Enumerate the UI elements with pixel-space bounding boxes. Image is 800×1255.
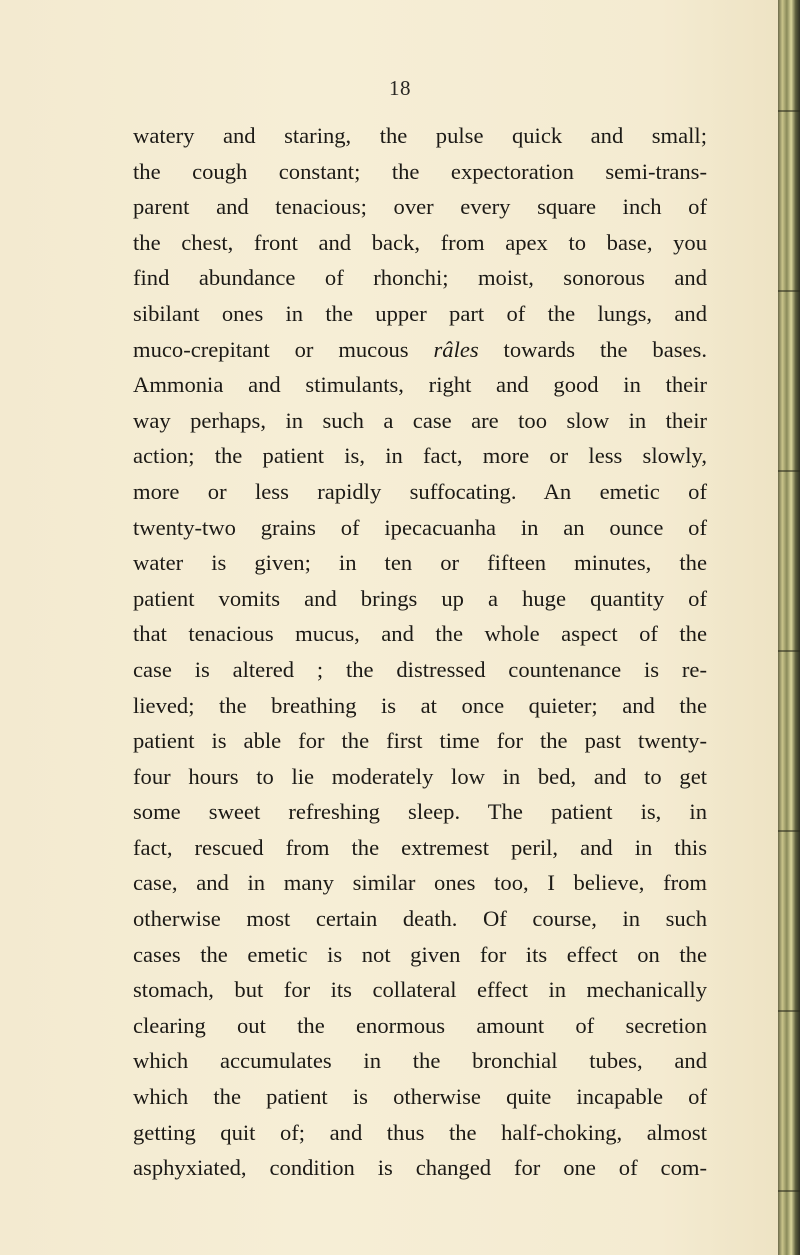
text-line: case is altered ; the distressed countenance is re- xyxy=(133,656,707,682)
text-line: that tenacious mucus, and the whole aspect of the xyxy=(133,621,707,647)
text-line: find abundance of rhonchi; moist, sonorous and xyxy=(133,265,707,291)
body-text xyxy=(133,118,707,1186)
spine-stripe xyxy=(778,290,800,292)
page-number: 18 xyxy=(389,76,411,100)
text-line: four hours to lie moderately low in bed, and to get xyxy=(133,763,707,789)
spine-stripe xyxy=(778,470,800,472)
text-line: clearing out the enormous amount of secretion xyxy=(133,1012,707,1038)
text-segment: muco-crepitant or mucous xyxy=(133,336,434,362)
text-line: Ammonia and stimulants, right and good in their xyxy=(133,372,707,398)
text-line: patient vomits and brings up a huge quantity of xyxy=(133,585,707,611)
text-segment: towards the bases. xyxy=(478,336,708,362)
spine-stripe xyxy=(778,110,800,112)
text-line: lieved; the breathing is at once quieter; and the xyxy=(133,692,707,718)
text-line: case, and in many similar ones too, I believe, from xyxy=(133,870,707,896)
text-line: sibilant ones in the upper part of the lungs, and xyxy=(133,300,707,326)
text-line: which the patient is otherwise quite incapable of xyxy=(133,1084,707,1110)
spine-stripe xyxy=(778,1010,800,1012)
spine-stripe xyxy=(778,1190,800,1192)
text-line: way perhaps, in such a case are too slow in their xyxy=(133,407,707,433)
text-line: the chest, front and back, from apex to base, you xyxy=(133,229,707,255)
spine-stripe xyxy=(778,830,800,832)
text-line: which accumulates in the bronchial tubes, and xyxy=(133,1048,707,1074)
text-line: asphyxiated, condition is changed for one of com- xyxy=(133,1155,707,1181)
text-line: twenty-two grains of ipecacuanha in an ounce of xyxy=(133,514,707,540)
text-line: fact, rescued from the extremest peril, and in this xyxy=(133,834,707,860)
text-line: parent and tenacious; over every square inch of xyxy=(133,194,707,220)
text-line: the cough constant; the expectoration semi-trans- xyxy=(133,158,707,184)
text-line xyxy=(133,332,707,368)
text-line: water is given; in ten or fifteen minutes, the xyxy=(133,550,707,576)
text-line: otherwise most certain death. Of course, in such xyxy=(133,906,707,932)
text-line: some sweet refreshing sleep. The patient is, in xyxy=(133,799,707,825)
italic-term: râles xyxy=(433,336,479,362)
text-line: stomach, but for its collateral effect in mechanically xyxy=(133,977,707,1003)
text-line: getting quit of; and thus the half-choking, almost xyxy=(133,1119,707,1145)
text-line: action; the patient is, in fact, more or less slowly, xyxy=(133,443,707,469)
book-spine-edge xyxy=(778,0,800,1255)
text-line: more or less rapidly suffocating. An emetic of xyxy=(133,478,707,504)
text-line: patient is able for the first time for the past twenty- xyxy=(133,728,707,754)
spine-stripe xyxy=(778,650,800,652)
text-line: watery and staring, the pulse quick and small; xyxy=(133,123,707,148)
text-line: cases the emetic is not given for its effect on the xyxy=(133,941,707,967)
